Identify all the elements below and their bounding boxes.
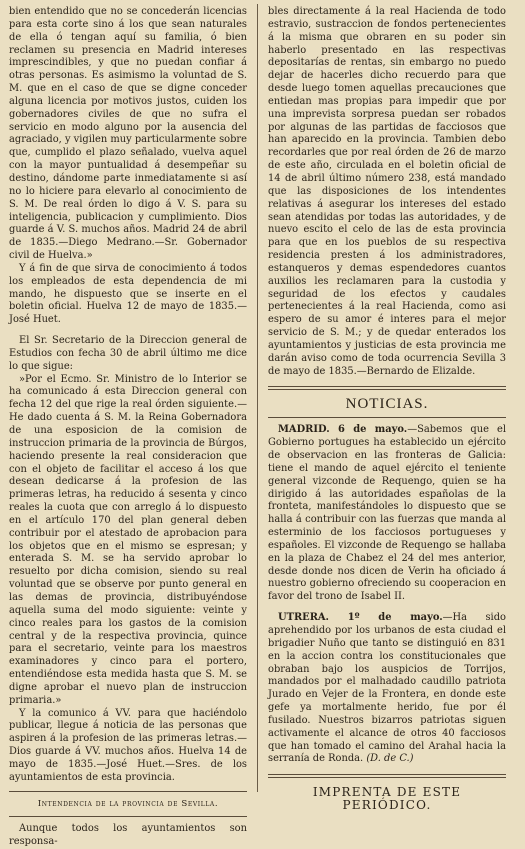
noticias-heading: NOTICIAS.	[345, 396, 429, 413]
right-column	[268, 6, 506, 813]
section-divider	[9, 791, 247, 792]
section-divider	[268, 774, 506, 778]
left-paragraph-1: bien entendido que no se concederán licencias para esta corte sino á los que sean naturales de ella ó tengan aquí su familia, ó bien reclamen su presencia en Madrid intereses imprescindibles, y que no puedan confiar á otras personas. Es asimismo la voluntad de S. M. que en el caso de que se digne conceder alguna licencia por motivos justos, cuiden los gobernadores civiles de que no sufra el servicio en modo alguno por la ausencia del agraciado, y vigilen muy particularmente sobre que, cumplido el plazo señalado, vuelva aquel con la mayor puntualidad á desempeñar su destino, dándome parte inmediatamente si así no lo hiciere para elevarlo al conocimiento de S. M. De real órden lo digo á V. S. para su inteligencia, publicacion y cumplimiento. Dios guarde á V. S. muchos años. Madrid 24 de abril de 1835.—Diego Medrano.—Sr. Gobernador civil de Huelva.»	[9, 6, 247, 262]
left-column	[9, 6, 247, 848]
left-paragraph-6: Aunque todos los ayuntamientos son responsa-	[9, 823, 247, 848]
utrera-news	[268, 612, 506, 766]
column-divider	[257, 4, 258, 792]
section-divider	[268, 386, 506, 390]
madrid-text: —Sabemos que el Gobierno portugues ha establecido un ejército de observacion en las fronteras de Galicia: tiene el mando de aquel ejército el teniente general vizconde de Requengo, quien se ha dirigido á las autoridades españolas de la fronteta, manifestándoles lo dispuesto que se halla á contribuir con las fuerzas que manda al esterminio de los facciosos portugueses y españoles. El vizconde de Requengo se hallaba en la plaza de Chabez el 24 del mes anterior, desde donde nos dicen de Verin ha oficiado á nuestro gobierno ofreciendo su cooperacion en favor del trono de Isabel II.	[268, 424, 506, 603]
section-divider	[9, 816, 247, 817]
left-paragraph-3: El Sr. Secretario de la Direccion general de Estudios con fecha 30 de abril último me dice lo que sigue:	[9, 335, 247, 372]
imprenta-footer: IMPRENTA DE ESTE PERIÓDICO.	[312, 785, 462, 813]
section-divider	[268, 417, 506, 418]
left-paragraph-4: »Por el Ecmo. Sr. Ministro de lo Interior se ha comunicado á esta Direccion general con fecha 12 del que rige la real órden siguiente.—He dado cuenta á S. M. la Reina Gobernadora de una esposicion de la comision de instruccion primaria de la provincia de Búrgos, haciendo presente la real consideracion que con el objeto de facilitar el acceso á los que desean dedicarse á la profesion de las primeras letras, ha reducido á sesenta y cinco reales la cuota que con arreglo á lo dispuesto en el artículo 170 del plan general deben contribuir por el atestado de aprobacion para los objetos que en el mismo se espresan; y enterada S. M. se ha servido aprobar lo resuelto por dicha comision, siendo su real voluntad que se observe por punto general en las demas de provincia, distribuyéndose aquella suma del modo siguiente: veinte y cinco reales para los gastos de la comision central y de la respectiva provincia, quince para el secretario, veinte para los maestros examinadores y cinco para el portero, entendiéndose esta medida hasta que S. M. se digne aprobar el nuevo plan de instruccion primaria.»	[9, 373, 247, 706]
madrid-dateline: MADRID. 6 de mayo.	[278, 424, 408, 436]
section-heading-intendencia: Intendencia de la provincia de Sevilla.	[37, 798, 219, 809]
madrid-news	[268, 424, 506, 604]
utrera-text: —Ha sido aprehendido por los urbanos de esta ciudad el brigadier Nuño que tanto se distinguió en 831 en la accion contra los constitucionales que obraban bajo los auspicios de Torrijos, mandados por el malhadado caudillo patriota Jurado en Vejer de la Frontera, en donde este gefe ya mortalmente herido, fue por él fusilado. Nuestros bizarros patriotas siguen activamente el alcance de otros 40 facciosos que han tomado el camino del Arahal hacia la serranía de Ronda.	[268, 612, 506, 765]
left-paragraph-2: Y á fin de que sirva de conocimiento á todos los empleados de esta dependencia de mi mando, he dispuesto que se inserte en el boletin oficial. Huelva 12 de mayo de 1835.—José Huet.	[9, 262, 247, 326]
utrera-source: (D. de C.)	[366, 753, 414, 765]
utrera-dateline: UTRERA. 1º de mayo.	[278, 612, 443, 624]
right-paragraph-1: bles directamente á la real Hacienda de todo estravio, sustraccion de fondos pertenecientes á la misma que obraren en su poder sin haberlo presentado en las respectivas depositarías de rentas, sin embargo no puedo dejar de hacerles dicho recuerdo para que desde luego tomen aquellas precauciones que entiedan mas propias para impedir que por una imprevista sorpresa puedan ser robados por algunas de las partidas de facciosos que han aparecido en la provincia. Tambien debo recordarles que por real órden de 26 de marzo de este año, circulada en el boletin oficial de 14 de abril último número 238, está mandado que las disposiciones de los intendentes relativas á asegurar los intereses del estado sean atendidas por todas las autoridades, y de nuevo escito el celo de las de esta provincia para que en los pueblos de su respectiva residencia presten á los administradores, estanqueros y demas espendedores cuantos auxilios les reclamaren para la custodia y seguridad de los efectos y caudales pertenecientes á la real Hacienda, como asi espero de su amor é interes para el mejor servicio de S. M.; y de quedar enterados los ayuntamientos y justicias de esta provincia me darán aviso como de toda ocurrencia Sevilla 3 de mayo de 1835.—Bernardo de Elizalde.	[268, 6, 506, 377]
left-paragraph-5: Y la comunico á VV. para que haciéndolo publicar, llegue á noticia de las personas que aspiren á la profesion de las primeras letras.—Dios guarde á VV. muchos años. Huelva 14 de mayo de 1835.—José Huet.—Sres. de los ayuntamientos de esta provincia.	[9, 707, 247, 783]
